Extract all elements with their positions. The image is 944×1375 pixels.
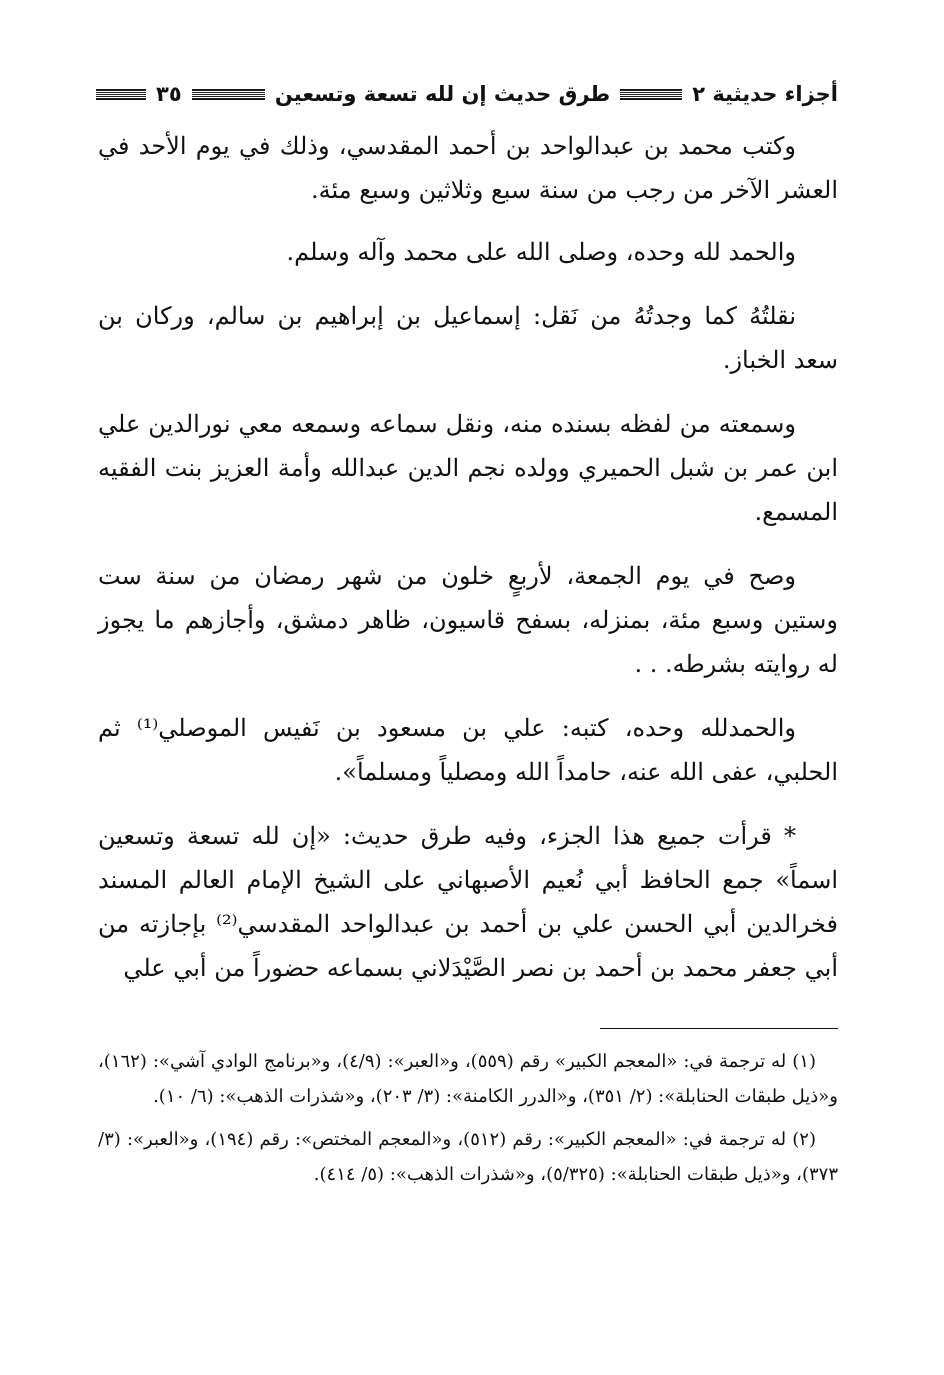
paragraph: * قرأت جميع هذا الجزء، وفيه طرق حديث: «إن لله تسعة وتسعين اسماً» جمع الحافظ أبي نُعيم الأصبهاني على الشيخ الإمام العالم المسند فخرالدين أبي الحسن علي بن أحمد بن عبدالواحد المقدسي⁽²⁾ بإجازته من أبي جعفر محمد بن أحمد بن نصر الصَّيْدَلاني بسماعه حضوراً من أبي علي: [98, 822, 839, 982]
paragraph: والحمد لله وحده، وصلى الله على محمد وآله وسلم.: [286, 238, 796, 266]
page-number: ٣٥: [156, 82, 182, 106]
footnote-divider: [600, 1028, 838, 1029]
header-rule: [192, 89, 265, 100]
section-title: طرق حديث إن لله تسعة وتسعين: [274, 82, 611, 106]
paragraph: والحمدلله وحده، كتبه: علي بن مسعود بن نَفيس الموصلي⁽¹⁾ ثم الحلبي، عفى الله عنه، حامداً الله ومصلياً ومسلماً».: [98, 714, 838, 786]
running-header: [96, 72, 838, 116]
book-title: أجزاء حديثية ٢: [692, 82, 838, 106]
footnote: (٢) له ترجمة في: «المعجم الكبير»: رقم (٥١٢)، و«المعجم المختص»: رقم (١٩٤)، و«العبر»: (٣/ ٣٧٣)، و«ذيل طبقات الحنابلة»: (٥/٣٢٥)، و«شذرات الذهب»: (٥/ ٤١٤).: [98, 1129, 838, 1185]
paragraph: وسمعته من لفظه بسنده منه، ونقل سماعه وسمعه معي نورالدين علي ابن عمر بن شبل الحميري وولده نجم الدين عبدالله وأمة العزيز بنت الفقيه المسمع.: [98, 410, 838, 526]
footnotes: [98, 1044, 838, 1200]
header-rule: [620, 89, 682, 100]
main-text: [98, 124, 838, 1010]
paragraph: وصح في يوم الجمعة، لأربعٍ خلون من شهر رمضان من سنة ست وستين وسبع مئة، بمنزله، بسفح قاسيون، ظاهر دمشق، وأجازهم ما يجوز له روايته بشرطه. . .: [98, 562, 838, 678]
paragraph: نقلتُهُ كما وجدتُهُ من نَقل: إسماعيل بن إبراهيم بن سالم، وركان بن سعد الخباز.: [98, 302, 838, 374]
footnote: (١) له ترجمة في: «المعجم الكبير» رقم (٥٥٩)، و«العبر»: (٤/٩)، و«برنامج الوادي آشي»: (١٦٢)، و«ذيل طبقات الحنابلة»: (٢/ ٣٥١)، و«الدرر الكامنة»: (٣/ ٢٠٣)، و«شذرات الذهب»: (٦/ ١٠).: [98, 1051, 838, 1107]
header-rule: [96, 89, 146, 100]
paragraph: وكتب محمد بن عبدالواحد بن أحمد المقدسي، وذلك في يوم الأحد في العشر الآخر من رجب من سنة سبع وثلاثين وسبع مئة.: [98, 132, 838, 204]
